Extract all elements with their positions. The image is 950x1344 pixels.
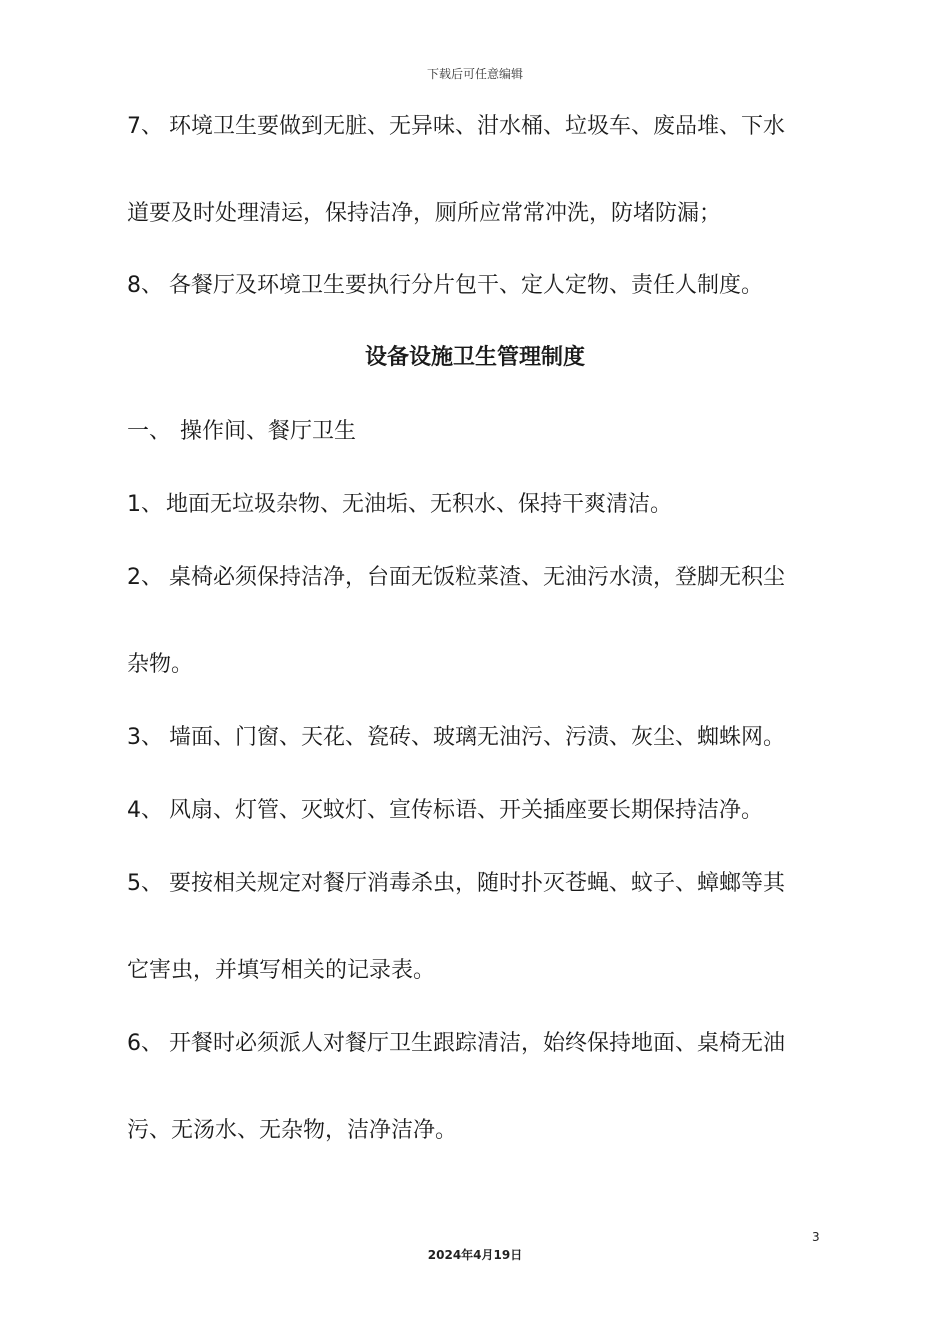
page-number: 3 [812, 1230, 820, 1244]
item-text: 桌椅必须保持洁净，台面无饭粒菜渣、无油污水渍，登脚无积尘 [169, 565, 786, 590]
item-number: 8、 [127, 273, 163, 298]
section-title: 设备设施卫生管理制度 [364, 345, 585, 370]
item-text: 它害虫，并填写相关的记录表。 [127, 958, 436, 983]
item-text: 环境卫生要做到无脏、无异味、泔水桶、垃圾车、废品堆、下水 [169, 114, 786, 139]
list-item-6-continuation [127, 1116, 457, 1146]
item-text: 道要及时处理清运，保持洁净，厕所应常常冲洗，防堵防漏； [127, 201, 722, 226]
list-item-5 [127, 869, 785, 899]
subheading-text: 操作间、餐厅卫生 [180, 419, 357, 444]
paragraph-item-8 [127, 271, 763, 301]
list-item-2 [127, 563, 785, 593]
subheading [127, 417, 356, 447]
paragraph-continuation [127, 199, 721, 229]
item-text: 风扇、灯管、灭蚊灯、宣传标语、开关插座要长期保持洁净。 [169, 798, 764, 823]
item-text: 污、无汤水、无杂物，洁净洁净。 [127, 1118, 458, 1143]
item-text: 要按相关规定对餐厅消毒杀虫，随时扑灭苍蝇、蚊子、蟑螂等其 [169, 871, 786, 896]
item-number: 1、 [127, 492, 163, 517]
list-item-1 [127, 490, 672, 520]
item-text: 各餐厅及环境卫生要执行分片包干、定人定物、责任人制度。 [169, 273, 764, 298]
item-text: 地面无垃圾杂物、无油垢、无积水、保持干爽清洁。 [166, 492, 673, 517]
item-text: 墙面、门窗、天花、瓷砖、玻璃无油污、污渍、灰尘、蜘蛛网。 [169, 725, 786, 750]
item-text: 杂物。 [127, 652, 194, 677]
list-item-4 [127, 796, 763, 826]
list-item-2-continuation [127, 650, 193, 680]
item-text: 开餐时必须派人对餐厅卫生跟踪清洁，始终保持地面、桌椅无油 [169, 1031, 786, 1056]
paragraph-item-7 [127, 112, 785, 142]
list-item-6 [127, 1029, 785, 1059]
item-number: 4、 [127, 798, 163, 823]
list-item-3 [127, 723, 785, 753]
item-number: 7、 [127, 114, 163, 139]
item-number: 6、 [127, 1031, 163, 1056]
subheading-number: 一、 [127, 419, 172, 444]
item-number: 2、 [127, 565, 163, 590]
item-number: 3、 [127, 725, 163, 750]
footer-date: 2024年4月19日 [427, 1248, 523, 1262]
list-item-5-continuation [127, 956, 435, 986]
item-number: 5、 [127, 871, 163, 896]
page-header: 下载后可任意编辑 [426, 67, 523, 81]
